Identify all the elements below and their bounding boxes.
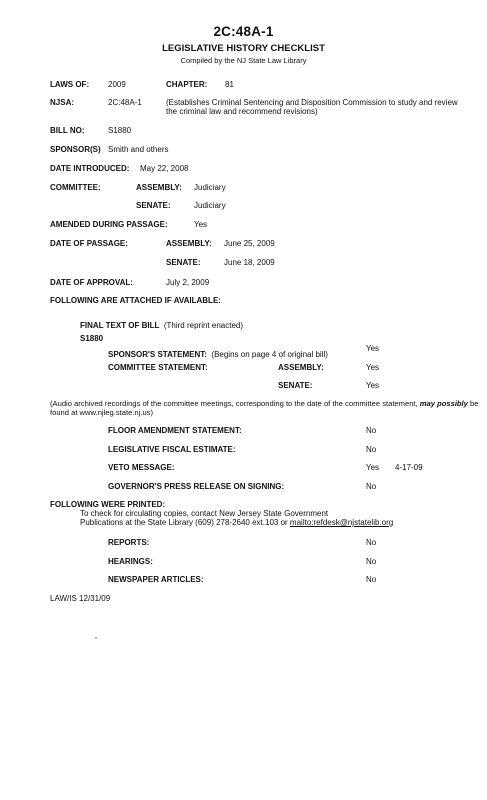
sponsors-value: Smith and others [108, 145, 169, 154]
newspaper-value: No [366, 575, 377, 584]
date-introduced-label: DATE INTRODUCED: [50, 164, 130, 173]
compiled-by: Compiled by the NJ State Law Library [180, 56, 307, 65]
passage-senate-value: June 18, 2009 [224, 258, 275, 267]
fiscal-estimate-label: LEGISLATIVE FISCAL ESTIMATE: [108, 445, 236, 454]
reports-value: No [366, 538, 377, 547]
printed-line-1: To check for circulating copies, contact New Jersey State Government [80, 509, 329, 518]
veto-message-value: Yes [366, 463, 380, 472]
bill-no-label: BILL NO: [50, 126, 85, 135]
floor-amendment-label: FLOOR AMENDMENT STATEMENT: [108, 426, 242, 435]
passage-senate-label: SENATE: [166, 258, 201, 267]
sponsors-label: SPONSOR(S) [50, 145, 101, 154]
page-subtitle: LEGISLATIVE HISTORY CHECKLIST [162, 43, 325, 54]
hearings-label: HEARINGS: [108, 557, 153, 566]
attached-heading: FOLLOWING ARE ATTACHED IF AVAILABLE: [50, 296, 221, 305]
passage-assembly-value: June 25, 2009 [224, 239, 275, 248]
committee-label: COMMITTEE: [50, 183, 101, 192]
audio-note [50, 399, 480, 417]
sponsor-statement-label: SPONSOR'S STATEMENT: [108, 350, 207, 359]
fiscal-estimate-value: No [366, 445, 377, 454]
amended-label: AMENDED DURING PASSAGE: [50, 220, 168, 229]
sponsor-statement-row [108, 344, 328, 362]
amended-value: Yes [194, 220, 208, 229]
audio-note-link: be found at www.njleg.state.nj.us) [50, 399, 479, 417]
approval-value: July 2, 2009 [166, 278, 210, 287]
committee-statement-senate-label: SENATE: [278, 381, 313, 390]
press-release-label: GOVERNOR'S PRESS RELEASE ON SIGNING: [108, 482, 285, 491]
audio-note-emphasis: may possibly [419, 399, 468, 408]
hearings-value: No [366, 557, 377, 566]
sponsor-statement-value: Yes [366, 344, 380, 353]
veto-message-date: 4-17-09 [395, 463, 423, 472]
passage-label: DATE OF PASSAGE: [50, 239, 128, 248]
laws-of-value: 2009 [108, 80, 126, 89]
committee-statement-assembly-label: ASSEMBLY: [278, 363, 324, 372]
committee-assembly-label: ASSEMBLY: [136, 183, 182, 192]
committee-statement-assembly-value: Yes [366, 363, 380, 372]
committee-assembly-value: Judiciary [194, 183, 226, 192]
reports-label: REPORTS: [108, 538, 150, 547]
approval-label: DATE OF APPROVAL: [50, 278, 133, 287]
printed-line-2 [80, 518, 393, 527]
committee-senate-value: Judiciary [194, 201, 226, 210]
printed-heading: FOLLOWING WERE PRINTED: [50, 500, 166, 509]
final-text-note: (Third reprint enacted) [163, 321, 244, 330]
chapter-label: CHAPTER: [166, 80, 208, 89]
committee-senate-label: SENATE: [136, 201, 171, 210]
attached-bill-number: S1880 [80, 334, 104, 343]
audio-note-text: (Audio archived recordings of the committee meetings, corresponding to the date of the committee statement, [50, 399, 418, 408]
laws-of-label: LAWS OF: [50, 80, 90, 89]
footer-code: LAW/IS 12/31/09 [50, 594, 111, 603]
njsa-value: 2C:48A-1 [108, 98, 142, 107]
njsa-description: (Establishes Criminal Sentencing and Disposition Commission to study and review the criminal law and recommend revisions) [166, 98, 458, 116]
bill-no-value: S1880 [108, 126, 132, 135]
final-text-row [80, 315, 243, 333]
sponsor-statement-note: (Begins on page 4 of original bill) [211, 350, 328, 359]
njsa-label: NJSA: [50, 98, 75, 107]
page-title: 2C:48A-1 [213, 24, 274, 39]
final-text-label: FINAL TEXT OF BILL [80, 321, 160, 330]
date-introduced-value: May 22, 2008 [140, 164, 189, 173]
printed-line-2-text: Publications at the State Library (609) 278-2640 ext.103 or [80, 518, 288, 527]
committee-statement-senate-value: Yes [366, 381, 380, 390]
floor-amendment-value: No [366, 426, 377, 435]
passage-assembly-label: ASSEMBLY: [166, 239, 212, 248]
press-release-value: No [366, 482, 377, 491]
refdesk-email-link[interactable]: mailto:refdesk@njstatelib.org [289, 518, 394, 527]
newspaper-label: NEWSPAPER ARTICLES: [108, 575, 204, 584]
chapter-value: 81 [225, 80, 234, 89]
veto-message-label: VETO MESSAGE: [108, 463, 175, 472]
committee-statement-label: COMMITTEE STATEMENT: [108, 363, 208, 372]
scan-speck [95, 637, 97, 639]
